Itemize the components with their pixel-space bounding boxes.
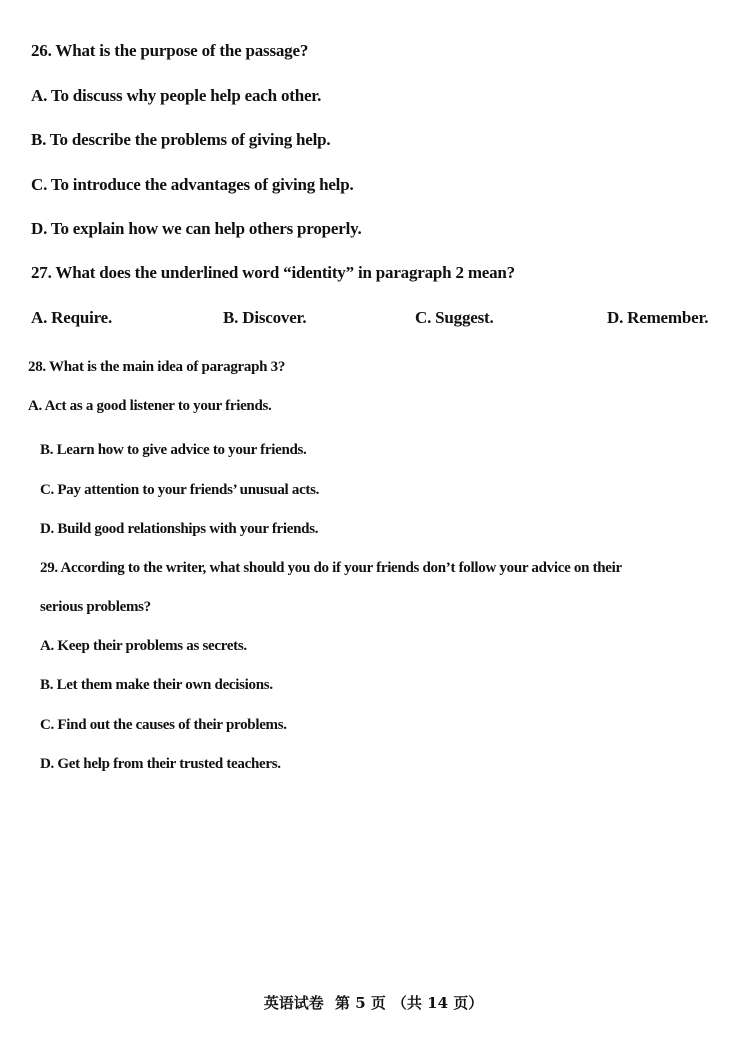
- question-27-option-d: D. Remember.: [607, 308, 709, 327]
- question-27-stem: 27. What does the underlined word “identity” in paragraph 2 mean?: [31, 263, 515, 282]
- question-29-option-b: B. Let them make their own decisions.: [40, 677, 273, 693]
- question-27-option-b: B. Discover.: [223, 308, 307, 327]
- page-footer: [0, 992, 747, 1013]
- question-26-stem: 26. What is the purpose of the passage?: [31, 41, 309, 60]
- question-29-stem-line-2: serious problems?: [40, 599, 151, 615]
- footer-total-pages: （共 14 页）: [391, 994, 484, 1012]
- question-26-option-c: C. To introduce the advantages of giving help.: [31, 175, 354, 194]
- question-27-option-a: A. Require.: [31, 308, 113, 327]
- question-28-option-d: D. Build good relationships with your friends.: [40, 521, 319, 537]
- question-26-option-a: A. To discuss why people help each other.: [31, 86, 322, 105]
- question-29-option-a: A. Keep their problems as secrets.: [40, 638, 247, 654]
- question-28-option-c: C. Pay attention to your friends’ unusual acts.: [40, 482, 320, 498]
- question-28-option-b: B. Learn how to give advice to your friends.: [40, 442, 307, 458]
- question-29-option-c: C. Find out the causes of their problems.: [40, 717, 287, 733]
- question-27-option-c: C. Suggest.: [415, 308, 494, 327]
- footer-subject: 英语试卷: [263, 994, 324, 1012]
- question-29-stem-line-1: 29. According to the writer, what should you do if your friends don’t follow your advice on their: [40, 560, 622, 576]
- question-28-option-a: A. Act as a good listener to your friends.: [28, 398, 272, 414]
- question-26-option-b: B. To describe the problems of giving help.: [31, 130, 331, 149]
- question-28-stem: 28. What is the main idea of paragraph 3?: [28, 359, 286, 375]
- footer-page-number: 第 5 页: [335, 994, 386, 1012]
- question-26-option-d: D. To explain how we can help others properly.: [31, 219, 362, 238]
- question-29-option-d: D. Get help from their trusted teachers.: [40, 756, 281, 772]
